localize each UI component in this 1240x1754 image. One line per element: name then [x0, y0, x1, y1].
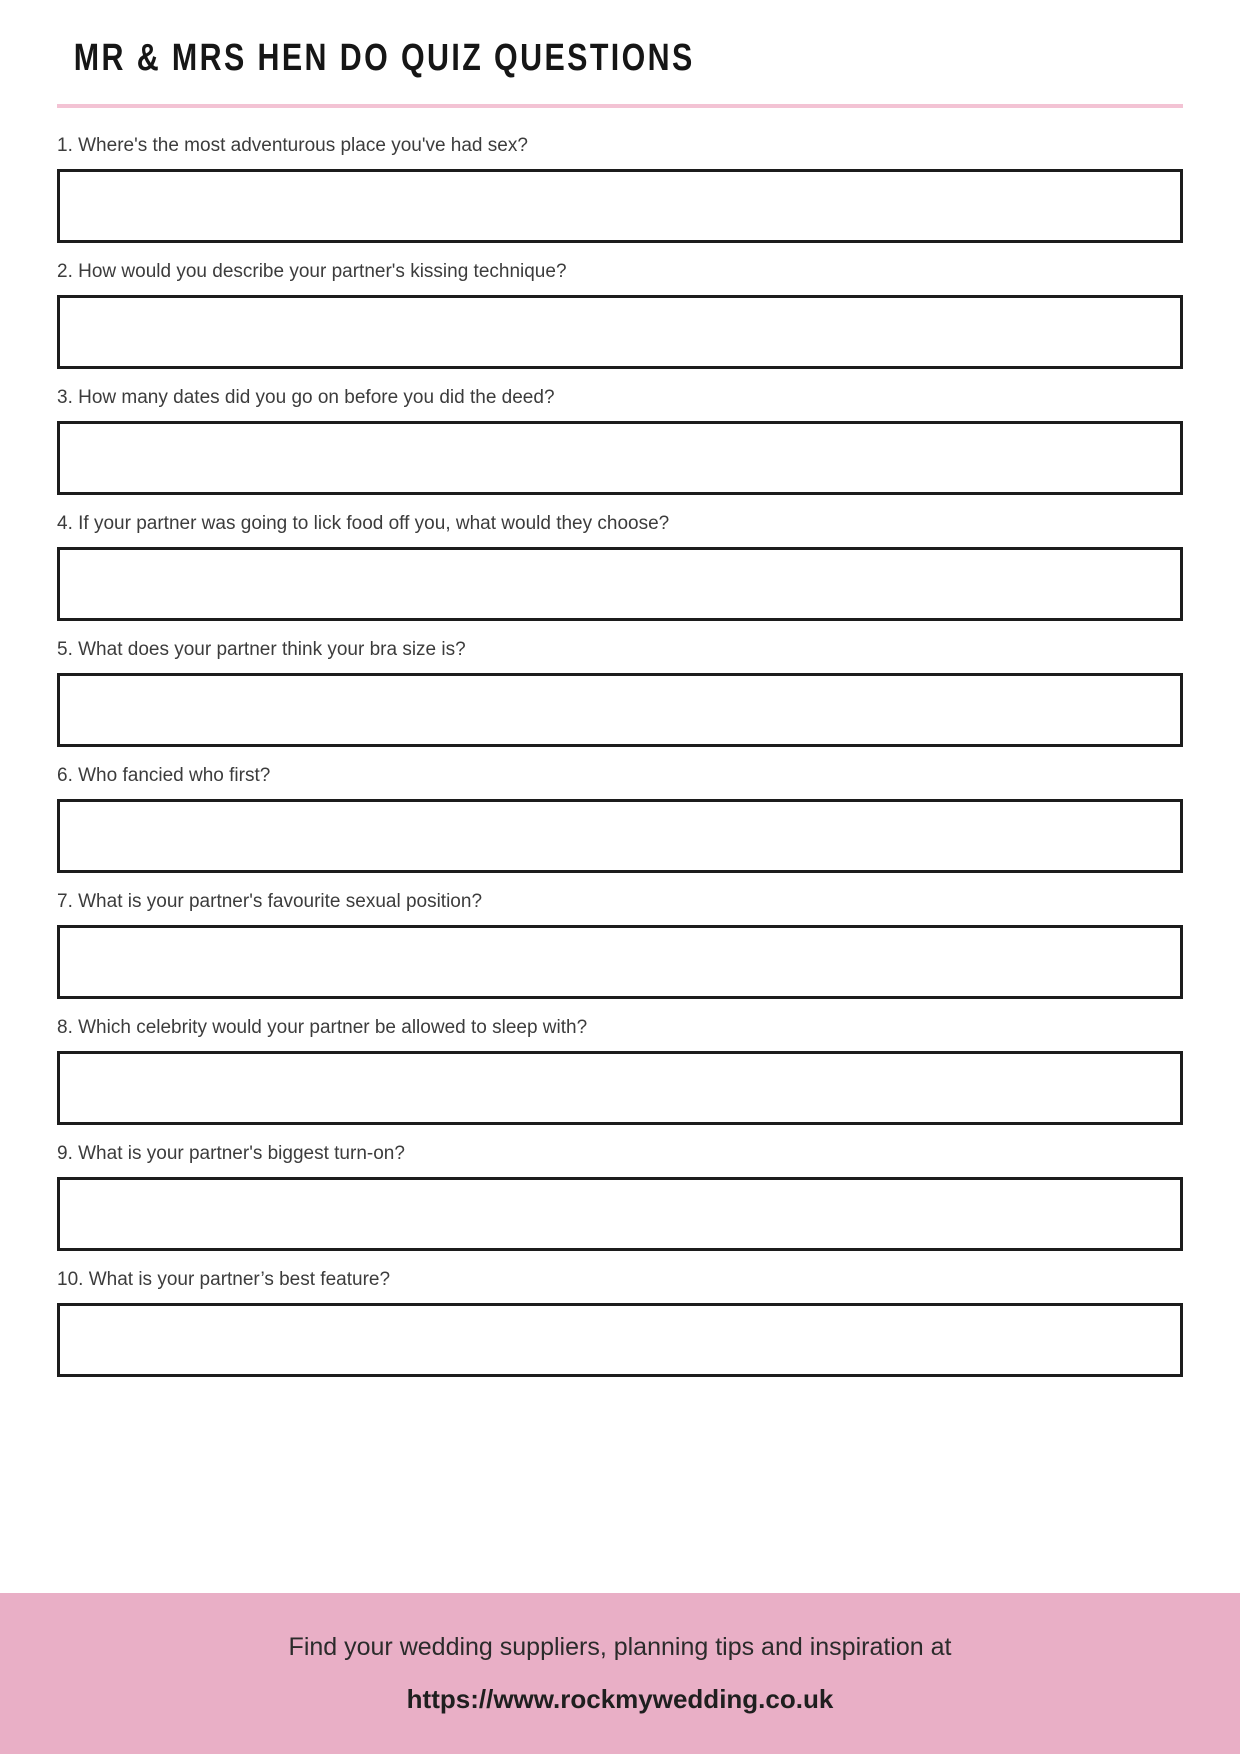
- question-block-7: [57, 890, 1183, 999]
- answer-box: [57, 169, 1183, 243]
- question-block-5: [57, 638, 1183, 747]
- question-label: 10. What is your partner’s best feature?: [57, 1269, 391, 1290]
- question-label: 5. What does your partner think your bra size is?: [57, 639, 466, 660]
- question-block-4: [57, 512, 1183, 621]
- question-label: 8. Which celebrity would your partner be allowed to sleep with?: [57, 1017, 588, 1038]
- answer-box: [57, 673, 1183, 747]
- question-label: 3. How many dates did you go on before you did the deed?: [57, 387, 555, 408]
- question-label: 7. What is your partner's favourite sexual position?: [57, 891, 483, 912]
- question-label: 2. How would you describe your partner's kissing technique?: [57, 261, 567, 282]
- answer-box: [57, 799, 1183, 873]
- footer-tagline: Find your wedding suppliers, planning tips and inspiration at: [288, 1632, 952, 1661]
- answer-box: [57, 1177, 1183, 1251]
- question-block-2: [57, 260, 1183, 369]
- question-list: [57, 134, 1183, 1377]
- question-label: 4. If your partner was going to lick food off you, what would they choose?: [57, 513, 670, 534]
- question-block-8: [57, 1016, 1183, 1125]
- answer-box: [57, 1051, 1183, 1125]
- answer-box: [57, 421, 1183, 495]
- question-block-6: [57, 764, 1183, 873]
- question-block-1: [57, 134, 1183, 243]
- question-block-9: [57, 1142, 1183, 1251]
- question-label: 9. What is your partner's biggest turn-on?: [57, 1143, 405, 1164]
- pink-divider: [57, 104, 1183, 108]
- footer-banner: [0, 1593, 1240, 1754]
- page-title: MR & MRS HEN DO QUIZ QUESTIONS: [73, 37, 695, 79]
- answer-box: [57, 295, 1183, 369]
- footer-url-link[interactable]: https://www.rockmywedding.co.uk: [406, 1683, 834, 1714]
- answer-box: [57, 1303, 1183, 1377]
- question-label: 6. Who fancied who first?: [57, 765, 271, 786]
- question-block-3: [57, 386, 1183, 495]
- answer-box: [57, 547, 1183, 621]
- question-block-10: [57, 1268, 1183, 1377]
- question-label: 1. Where's the most adventurous place you've had sex?: [57, 135, 528, 156]
- answer-box: [57, 925, 1183, 999]
